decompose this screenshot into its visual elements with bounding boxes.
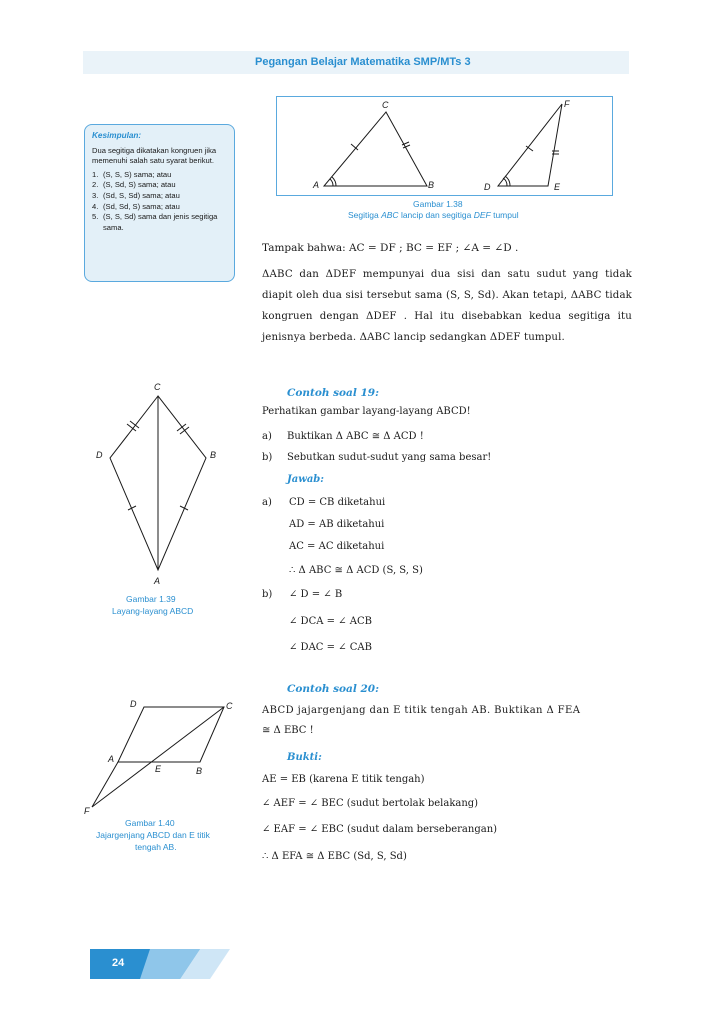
parallelogram-abcd bbox=[118, 707, 224, 762]
label-b: B bbox=[428, 180, 435, 190]
label-c: C bbox=[382, 100, 389, 110]
conclusion-title: Kesimpulan: bbox=[92, 131, 142, 140]
proof-title: Bukti: bbox=[287, 752, 322, 763]
figure-1-40-caption: Jajargenjang ABCD dan E titik bbox=[96, 830, 210, 840]
figure-1-38-triangles bbox=[276, 96, 612, 196]
answer-title: Jawab: bbox=[287, 474, 324, 485]
label-a: A bbox=[108, 754, 115, 764]
label-f: F bbox=[84, 806, 90, 816]
answer-a-line: CD = CB diketahui bbox=[289, 497, 386, 508]
example-19-title: Contoh soal 19: bbox=[287, 387, 379, 399]
label-e: E bbox=[155, 764, 162, 774]
label-d: D bbox=[96, 450, 103, 460]
question-a: Buktikan Δ ABC ≅ Δ ACD ! bbox=[287, 431, 424, 442]
book-title: Pegangan Belajar Matematika SMP/MTs 3 bbox=[255, 56, 471, 68]
example-20-title: Contoh soal 20: bbox=[287, 683, 379, 695]
answer-b-label: b) bbox=[262, 589, 273, 600]
triangle-def bbox=[498, 104, 562, 186]
answer-b-line: ∠ DAC = ∠ CAB bbox=[289, 642, 372, 653]
label-a: A bbox=[313, 180, 320, 190]
figure-1-38-caption: Segitiga ABC lancip dan segitiga DEF tumpul bbox=[348, 210, 519, 220]
example-20-statement: ABCD jajargenjang dan E titik tengah AB. Buktikan Δ FEA bbox=[262, 705, 581, 716]
triangle-abc bbox=[324, 112, 427, 186]
answer-b-line: ∠ D = ∠ B bbox=[289, 589, 343, 600]
conclusion-box bbox=[84, 124, 235, 282]
answer-a-label: a) bbox=[262, 497, 272, 508]
label-b: B bbox=[210, 450, 217, 460]
figure-1-39-caption: Layang-layang ABCD bbox=[112, 606, 194, 616]
conclusion-item: 2. (S, Sd, S) sama; atau bbox=[92, 180, 176, 190]
figure-1-38-number: Gambar 1.38 bbox=[413, 199, 463, 209]
question-b: Sebutkan sudut-sudut yang sama besar! bbox=[287, 452, 492, 463]
label-d: D bbox=[130, 699, 137, 709]
proof-line: ∠ EAF = ∠ EBC (sudut dalam berseberangan) bbox=[262, 824, 498, 835]
observation-line: Tampak bahwa: AC = DF ; BC = EF ; ∠A = ∠D . bbox=[262, 242, 519, 254]
answer-b-line: ∠ DCA = ∠ ACB bbox=[289, 616, 372, 627]
explanation-paragraph: ΔABC dan ΔDEF mempunyai dua sisi dan satu sudut yang tidak diapit oleh dua sisi tersebut sama (S, S, Sd). Akan tetapi, ΔABC tidak kongruen dengan ΔDEF . Hal itu disebabkan kedua segitiga itu jenisnya berbeda. ΔABC lancip sedangkan ΔDEF tumpul. bbox=[262, 269, 632, 343]
conclusion-item: 4. (Sd, Sd, S) sama; atau bbox=[92, 201, 180, 211]
conclusion-item: 3. (Sd, S, Sd) sama; atau bbox=[92, 190, 180, 200]
example-20-statement-line2: ≅ Δ EBC ! bbox=[262, 725, 314, 736]
label-c: C bbox=[154, 382, 161, 392]
label-b: B bbox=[196, 766, 203, 776]
answer-a-line: AC = AC diketahui bbox=[289, 541, 385, 552]
label-e: E bbox=[554, 182, 561, 192]
figure-1-40-caption-line2: tengah AB. bbox=[135, 842, 177, 852]
proof-conclusion: ∴ Δ EFA ≅ Δ EBC (Sd, S, Sd) bbox=[262, 851, 407, 862]
label-f: F bbox=[564, 99, 570, 109]
answer-a-conclusion: ∴ Δ ABC ≅ Δ ACD (S, S, S) bbox=[289, 565, 423, 576]
label-d: D bbox=[484, 182, 491, 192]
segment-af bbox=[92, 762, 118, 807]
figure-1-40-parallelogram bbox=[80, 696, 240, 820]
proof-line: AE = EB (karena E titik tengah) bbox=[262, 774, 425, 785]
conclusion-item: 1. (S, S, S) sama; atau bbox=[92, 169, 172, 179]
proof-line: ∠ AEF = ∠ BEC (sudut bertolak belakang) bbox=[262, 798, 479, 809]
label-a: A bbox=[154, 576, 161, 586]
footer-stripes bbox=[140, 949, 230, 979]
label-c: C bbox=[226, 701, 233, 711]
angle-a-arc-1 bbox=[330, 179, 333, 186]
question-a-label: a) bbox=[262, 431, 272, 442]
figure-1-39-kite bbox=[88, 378, 228, 588]
figure-1-40-number: Gambar 1.40 bbox=[125, 818, 175, 828]
figure-1-39-number: Gambar 1.39 bbox=[126, 594, 176, 604]
page-number: 24 bbox=[112, 957, 125, 969]
conclusion-intro: Dua segitiga dikatakan kongruen jika memenuhi salah satu syarat berikut. bbox=[92, 145, 217, 166]
conclusion-item: 5. (S, S, Sd) sama dan jenis segitiga sama. bbox=[92, 212, 218, 232]
example-19-prompt: Perhatikan gambar layang-layang ABCD! bbox=[262, 406, 471, 417]
answer-a-line: AD = AB diketahui bbox=[289, 519, 385, 530]
question-b-label: b) bbox=[262, 452, 273, 463]
